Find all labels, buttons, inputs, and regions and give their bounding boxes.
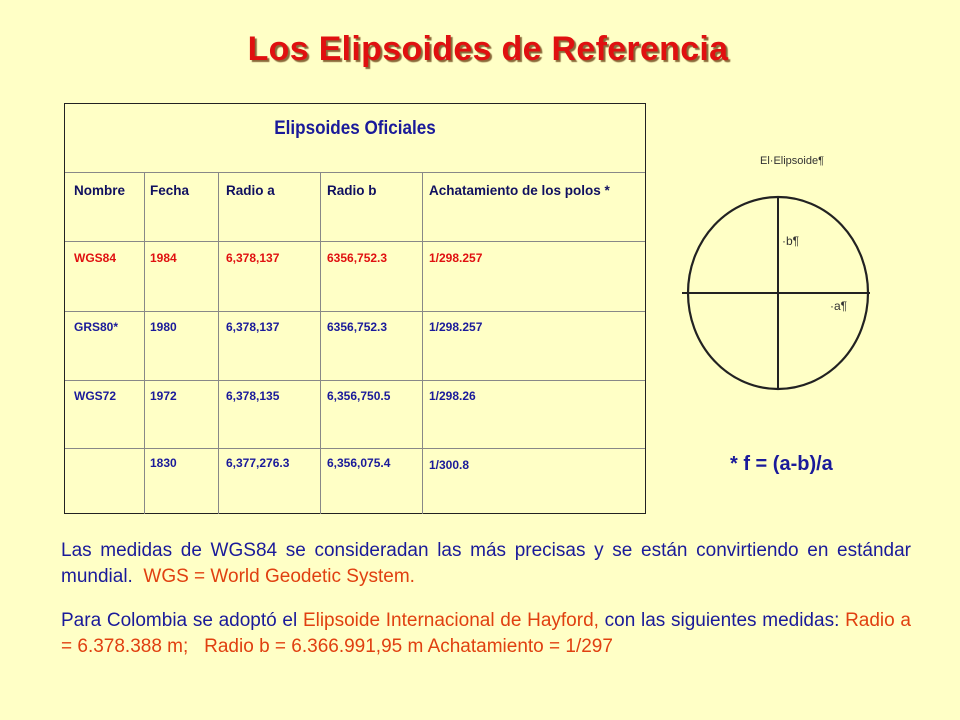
table-cell: 1830	[150, 456, 177, 470]
row-divider	[65, 448, 645, 449]
header-fecha: Fecha	[150, 183, 190, 198]
header-radio-b: Radio b	[327, 183, 377, 198]
col-divider	[218, 172, 219, 514]
table-cell: 1980	[150, 320, 177, 334]
table-cell: 1/298.257	[429, 251, 483, 265]
row-divider	[65, 172, 645, 173]
paragraph-text: con las siguientes medidas:	[604, 610, 840, 631]
label-a: ·a¶	[830, 299, 848, 313]
hayford-ellipsoid: Elipsoide Internacional de Hayford,	[302, 610, 599, 631]
table-cell: 6356,752.3	[327, 251, 388, 265]
ellipse-figure	[670, 150, 910, 450]
row-divider	[65, 241, 645, 242]
table-cell: 6,377,276.3	[226, 456, 290, 470]
col-divider	[144, 172, 145, 514]
table-cell: 1/298.26	[429, 389, 476, 403]
table-title: Elipsoides Oficiales	[274, 118, 436, 139]
table-cell: GRS80*	[74, 320, 119, 334]
label-b: ·b¶	[782, 234, 800, 248]
diagram-caption: El·Elipsoide¶	[760, 155, 824, 167]
ellipsoid-diagram	[670, 150, 910, 455]
header-achatamiento: Achatamiento de los polos *	[429, 183, 610, 198]
page-title: Los Elipsoides de Referencia	[247, 30, 729, 68]
ellipsoid-table	[64, 103, 646, 514]
row-divider	[65, 311, 645, 312]
table-cell: WGS72	[74, 389, 117, 403]
row-divider	[65, 380, 645, 381]
table-cell: 6,378,135	[226, 389, 280, 403]
table-cell: 1984	[150, 251, 177, 265]
table-cell: WGS84	[74, 251, 117, 265]
radio-a-value: Radio a = 6.378.388 m;	[61, 610, 912, 657]
col-divider	[320, 172, 321, 514]
paragraph-text: Las medidas de WGS84 se consideradan las más precisas y se están convirtiendo en estándar mundial.	[61, 540, 911, 587]
table-cell: 6,378,137	[226, 251, 280, 265]
table-cell: 6,356,750.5	[327, 389, 391, 403]
header-nombre: Nombre	[74, 183, 126, 198]
table-cell: 1972	[150, 389, 177, 403]
table-cell: 6356,752.3	[327, 320, 388, 334]
table-cell: 6,356,075.4	[327, 456, 391, 470]
table-cell: 6,378,137	[226, 320, 280, 334]
table-cell: 1/300.8	[429, 458, 470, 472]
radio-b-value: Radio b = 6.366.991,95 m	[204, 636, 424, 657]
table-cell: 1/298.257	[429, 320, 483, 334]
col-divider	[422, 172, 423, 514]
paragraph-wgs84	[61, 538, 911, 590]
paragraph-colombia	[61, 608, 911, 660]
header-radio-a: Radio a	[226, 183, 275, 198]
paragraph-text: Para Colombia se adoptó el	[61, 610, 298, 631]
achatamiento-value: Achatamiento = 1/297	[427, 636, 613, 657]
flattening-formula: * f = (a-b)/a	[730, 453, 833, 475]
wgs-definition: WGS = World Geodetic System.	[143, 566, 415, 587]
